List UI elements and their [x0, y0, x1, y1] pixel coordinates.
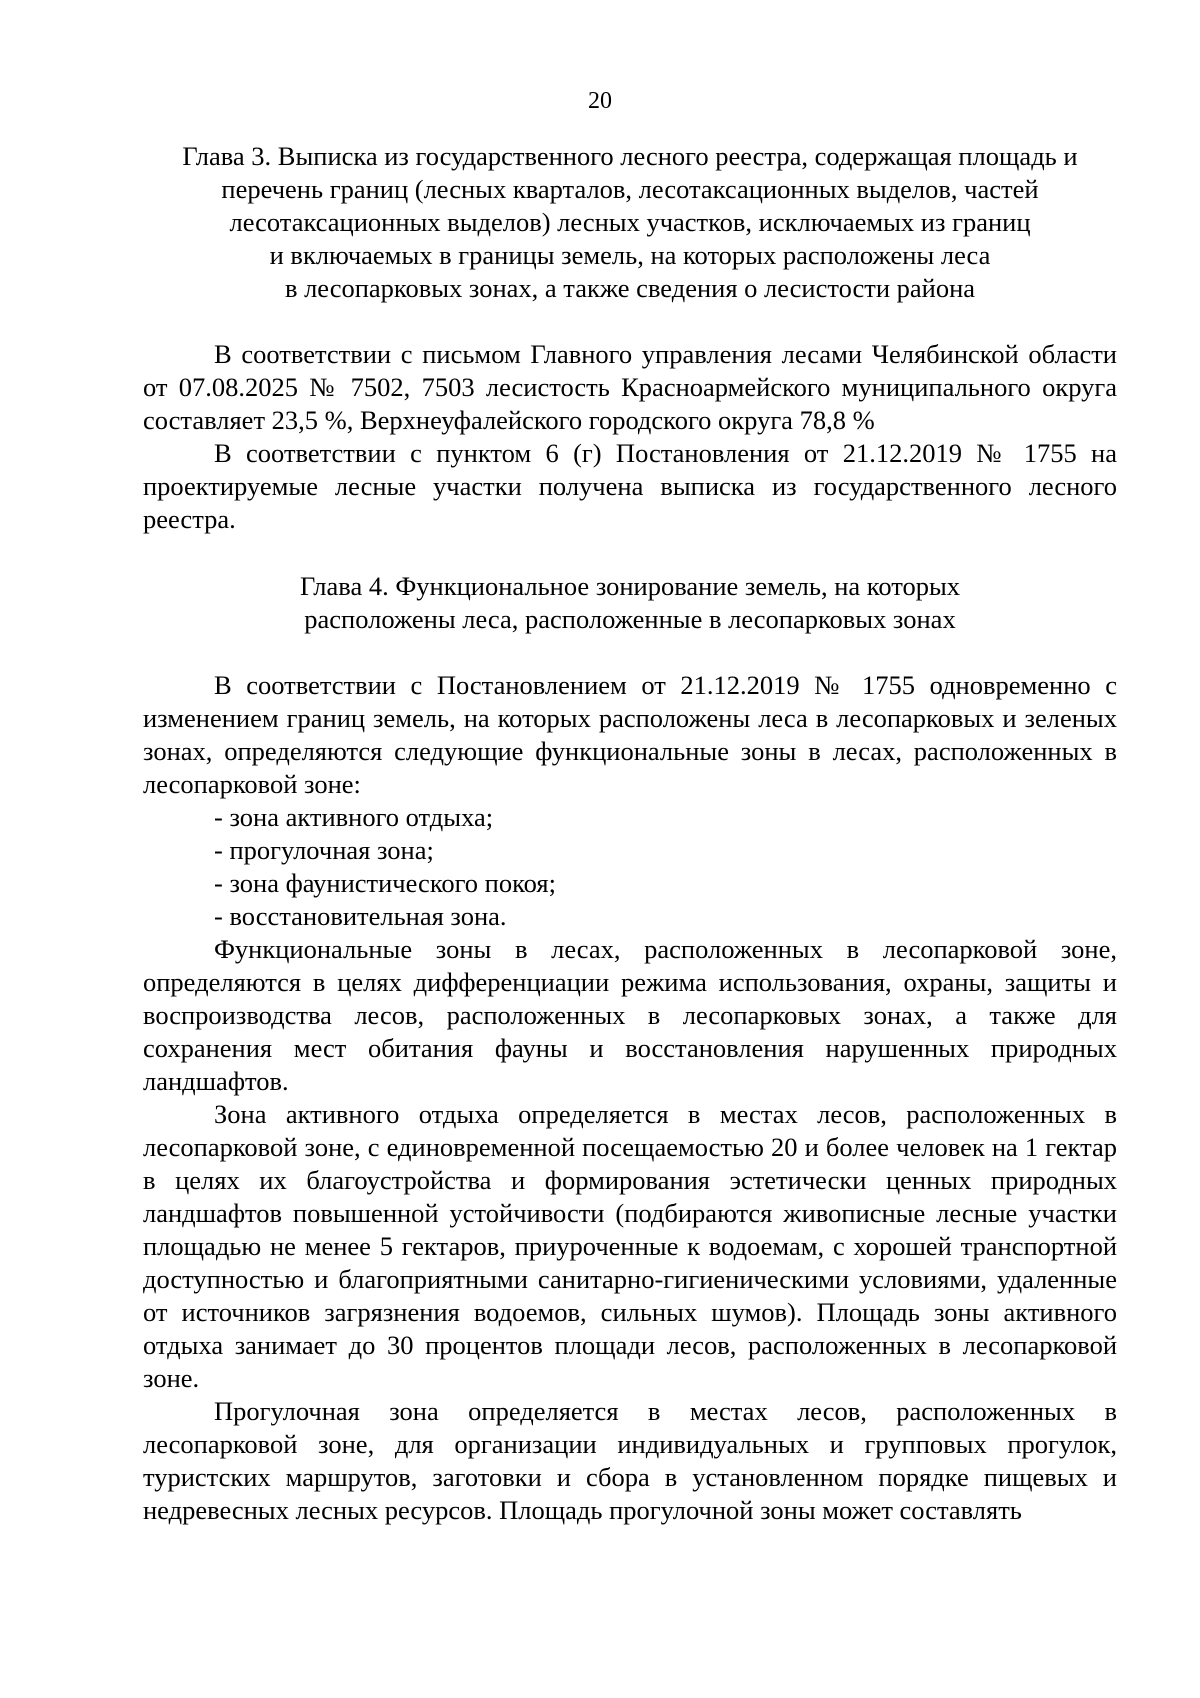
list-item: - прогулочная зона; [214, 835, 434, 865]
spacer [143, 536, 1117, 570]
chapter-3-title-line: лесотаксационных выделов) лесных участков, исключаемых из границ [229, 207, 1031, 237]
paragraph-forest-cover: В соответствии с письмом Главного управления лесами Челябинской области от 07.08.2025 № 7502, 7503 лесистость Красноармейского муниципального округа составляет 23,5 %, Верхнеуфалейского городского округа 78,8 % [143, 339, 1117, 435]
spacer [143, 305, 1117, 338]
spacer [143, 636, 1117, 669]
chapter-4-title [143, 570, 1117, 636]
paragraph-zones-purpose: Функциональные зоны в лесах, расположенных в лесопарковой зоне, определяются в целях дифференциации режима использования, охраны, защиты и воспроизводства лесов, расположенных в лесопарковых зонах, а также для сохранения мест обитания фауны и восстановления нарушенных природных ландшафтов. [143, 934, 1117, 1096]
page-number: 20 [588, 88, 612, 114]
zone-list [143, 801, 1117, 933]
paragraph-zoning-intro: В соответствии с Постановлением от 21.12.2019 № 1755 одновременно с изменением границ земель, на которых расположены леса в лесопарковых и зеленых зонах, определяются следующие функциональные зоны в лесах, расположенных в лесопарковой зоне: [143, 670, 1117, 799]
chapter-4-title-line: Глава 4. Функциональное зонирование земель, на которых [299, 571, 961, 601]
list-item: - восстановительная зона. [214, 901, 507, 931]
page-content [143, 140, 1117, 1527]
chapter-3-title-line: и включаемых в границы земель, на которых расположены леса [269, 240, 991, 270]
list-item: - зона активного отдыха; [214, 802, 494, 832]
chapter-3-title-line: перечень границ (лесных кварталов, лесотаксационных выделов, частей [221, 174, 1039, 204]
list-item: - зона фаунистического покоя; [214, 868, 556, 898]
chapter-3-title-line: в лесопарковых зонах, а также сведения о лесистости района [284, 273, 976, 303]
paragraph-registry-extract: В соответствии с пунктом 6 (г) Постановления от 21.12.2019 № 1755 на проектируемые лесные участки получена выписка из государственного лесного реестра. [143, 438, 1117, 534]
chapter-3-title-line: Глава 3. Выписка из государственного лесного реестра, содержащая площадь и [182, 141, 1078, 171]
chapter-3-title [143, 140, 1117, 305]
paragraph-walking-zone: Прогулочная зона определяется в местах лесов, расположенных в лесопарковой зоне, для организации индивидуальных и групповых прогулок, туристских маршрутов, заготовки и сбора в установленном порядке пищевых и недревесных лесных ресурсов. Площадь прогулочной зоны может составлять [143, 1396, 1117, 1525]
paragraph-active-recreation-zone: Зона активного отдыха определяется в местах лесов, расположенных в лесопарковой зоне, с единовременной посещаемостью 20 и более человек на 1 гектар в целях их благоустройства и формирования эстетически ценных природных ландшафтов повышенной устойчивости (подбираются живописные лесные участки площадью не менее 5 гектаров, приуроченные к водоемам, с хорошей транспортной доступностью и благоприятными санитарно-гигиеническими условиями, удаленные от источников загрязнения водоемов, сильных шумов). Площадь зоны активного отдыха занимает до 30 процентов площади лесов, расположенных в лесопарковой зоне. [143, 1099, 1117, 1393]
chapter-4-title-line: расположены леса, расположенные в лесопарковых зонах [304, 604, 956, 634]
